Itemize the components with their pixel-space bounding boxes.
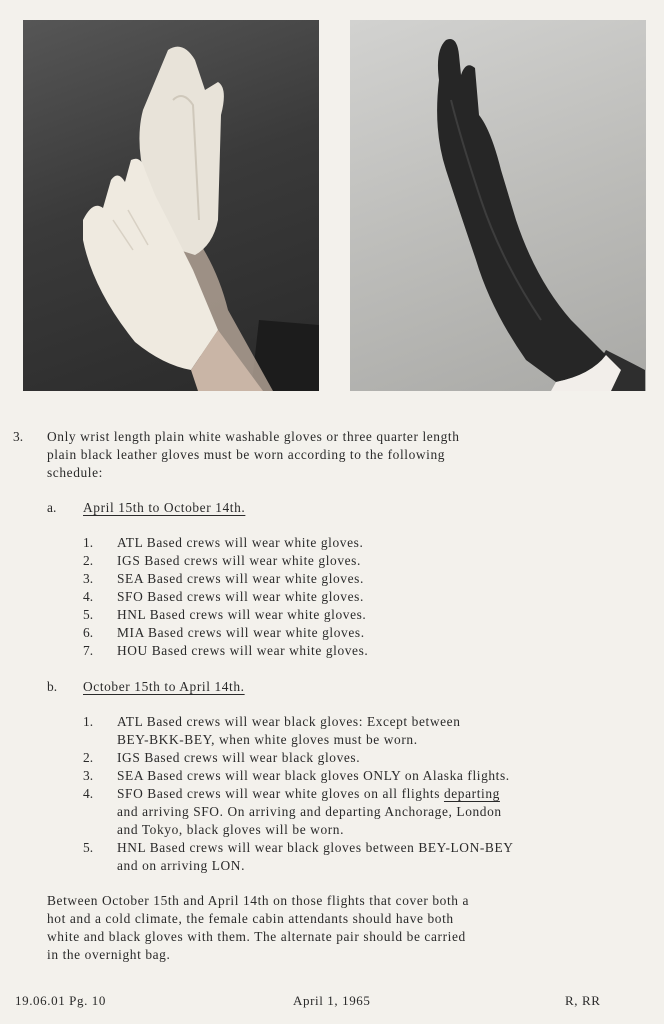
list-item-number: 1. [83, 714, 94, 729]
list-item-number: 4. [83, 589, 94, 604]
black-gloves-photo [350, 20, 646, 391]
list-item-number: 2. [83, 750, 94, 765]
list-item-number: 3. [83, 768, 94, 783]
closing-line-2: hot and a cold climate, the female cabin attendants should have both [47, 911, 454, 926]
footer-revision: R, RR [565, 993, 601, 1008]
list-item-number: 5. [83, 840, 94, 855]
list-item-text: IGS Based crews will wear white gloves. [117, 553, 361, 568]
list-item-text: ATL Based crews will wear black gloves: Except between [117, 714, 461, 729]
intro-line-1: Only wrist length plain white washable gloves or three quarter length [47, 429, 460, 444]
list-item-text: IGS Based crews will wear black gloves. [117, 750, 361, 765]
list-item-text: BEY-BKK-BEY, when white gloves must be worn. [117, 732, 418, 747]
section-a-heading: April 15th to October 14th. [83, 500, 246, 515]
underlined-word: departing [443, 786, 500, 801]
list-item-text: and Tokyo, black gloves will be worn. [117, 822, 345, 837]
list-item-text: HOU Based crews will wear white gloves. [117, 643, 369, 658]
list-item-text: HNL Based crews will wear white gloves. [117, 607, 367, 622]
footer-date: April 1, 1965 [293, 993, 371, 1008]
section-a-label: a. [47, 500, 57, 515]
white-gloves-illustration [23, 20, 319, 391]
list-item-number: 6. [83, 625, 94, 640]
closing-line-3: white and black gloves with them. The alternate pair should be carried [47, 929, 466, 944]
section-b-heading: October 15th to April 14th. [83, 679, 245, 694]
black-leather-glove-illustration [350, 20, 646, 391]
list-item-number: 7. [83, 643, 94, 658]
closing-line-1: Between October 15th and April 14th on those flights that cover both a [47, 893, 470, 908]
list-item-text [117, 785, 500, 803]
section-b-label: b. [47, 679, 58, 694]
intro-line-2: plain black leather gloves must be worn according to the following [47, 447, 446, 462]
list-item-text-start: SFO Based crews will wear white gloves on all flights [117, 786, 441, 801]
list-item-number: 2. [83, 553, 94, 568]
list-item-number: 3. [83, 571, 94, 586]
list-item-text: HNL Based crews will wear black gloves between BEY-LON-BEY [117, 840, 514, 855]
list-item-text: ATL Based crews will wear white gloves. [117, 535, 364, 550]
footer-section-page: 19.06.01 Pg. 10 [15, 993, 106, 1008]
list-item-number: 1. [83, 535, 94, 550]
list-item-text: and arriving SFO. On arriving and departing Anchorage, London [117, 804, 502, 819]
list-item-number: 5. [83, 607, 94, 622]
closing-line-4: in the overnight bag. [47, 947, 171, 962]
intro-line-3: schedule: [47, 465, 103, 480]
list-item-text: MIA Based crews will wear white gloves. [117, 625, 365, 640]
list-item-text: SEA Based crews will wear white gloves. [117, 571, 364, 586]
list-item-text: SFO Based crews will wear white gloves. [117, 589, 364, 604]
list-item-text: and on arriving LON. [117, 858, 246, 873]
list-item-number: 4. [83, 786, 94, 801]
white-gloves-photo [23, 20, 319, 391]
list-item-text: SEA Based crews will wear black gloves ONLY on Alaska flights. [117, 768, 510, 783]
item-number: 3. [13, 429, 24, 444]
